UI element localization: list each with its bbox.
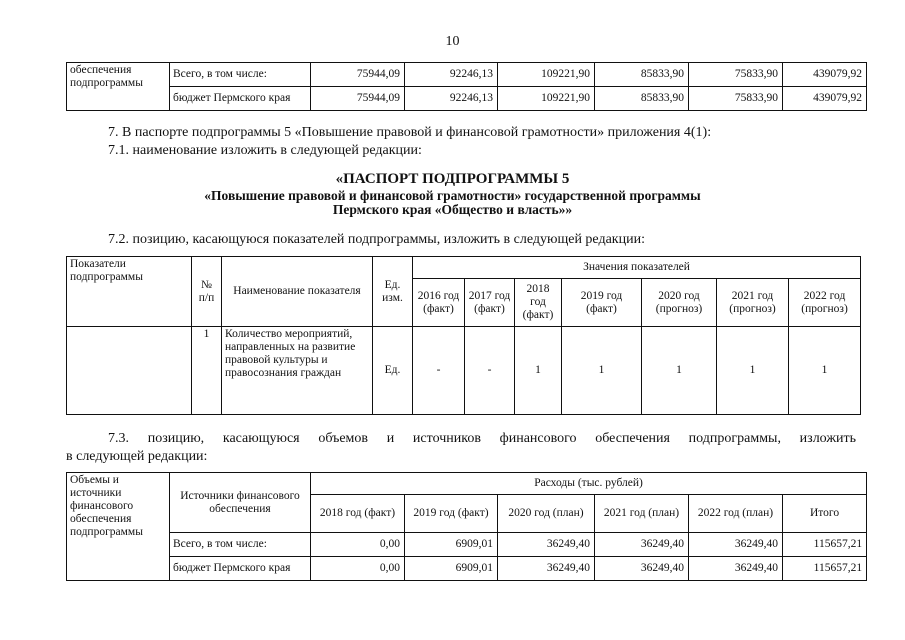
table-header-row: 2018 год (факт) 2019 год (факт) 2020 год (план) 2021 год (план) 2022 год (план) Итого: [67, 495, 867, 533]
indicator-name: Количество мероприятий, направленных на развитие правовой культуры и правосознания граждан: [222, 327, 373, 415]
table-header-row: [67, 257, 861, 279]
source-name: бюджет Пермского края: [170, 557, 311, 581]
source-name: Всего, в том числе:: [170, 533, 311, 557]
col-expenses-header: Расходы (тыс. рублей): [311, 473, 867, 495]
col-num: № п/п: [192, 257, 222, 327]
col-sources: Источники финансового обеспечения: [170, 473, 311, 533]
paragraph-7-3-cont: в следующей редакции:: [66, 449, 208, 464]
page-number: 10: [445, 34, 460, 49]
source-name: Всего, в том числе:: [170, 63, 311, 87]
source-name: бюджет Пермского края: [170, 87, 311, 111]
table-row: бюджет Пермского края 0,00 6909,01 36249,40 36249,40 36249,40 115657,21: [67, 557, 867, 581]
indicators-label: Показатели подпрограммы: [67, 257, 192, 327]
passport-subtitle-1: «Повышение правовой и финансовой грамотности» государственной программы: [204, 188, 701, 203]
table-header-row: 2016 год (факт) 2017 год (факт) 2018 год (факт) 2019 год (факт) 2020 год (прогноз) 2021 год (прогноз) 2022 год (прогноз): [67, 279, 861, 327]
funding-table-continuation: [66, 62, 867, 111]
col-indicator-name: Наименование показателя: [222, 257, 373, 327]
paragraph-7-2: 7.2. позицию, касающуюся показателей подпрограммы, изложить в следующей редакции:: [108, 232, 645, 247]
table-row: Всего, в том числе: 0,00 6909,01 36249,40 36249,40 36249,40 115657,21: [67, 533, 867, 557]
finance-label: Объемы и источники финансового обеспечения подпрограммы: [67, 473, 170, 581]
paragraph-7-3: 7.3. позицию, касающуюся объемов и источников финансового обеспечения подпрограммы, изложить: [108, 431, 856, 446]
table-header-row: [67, 473, 867, 495]
passport-title: «ПАСПОРТ ПОДПРОГРАММЫ 5: [335, 171, 570, 187]
paragraph-7-1: 7.1. наименование изложить в следующей редакции:: [108, 143, 422, 158]
finance-table: [66, 472, 867, 581]
table-row: бюджет Пермского края 75944,09 92246,13 109221,90 85833,90 75833,90 439079,92: [67, 87, 867, 111]
row-label: обеспечения подпрограммы: [67, 63, 170, 111]
table-row: 1 Количество мероприятий, направленных на развитие правовой культуры и правосознания граждан Ед. - - 1 1 1 1 1: [67, 327, 861, 415]
passport-subtitle-2: Пермского края «Общество и власть»»: [332, 202, 573, 217]
indicators-table: [66, 256, 861, 415]
table-row: обеспечения подпрограммы Всего, в том числе: 75944,09 92246,13 109221,90 85833,90 75833,90 439079,92: [67, 63, 867, 87]
col-values-header: Значения показателей: [413, 257, 861, 279]
col-unit: Ед. изм.: [373, 257, 413, 327]
paragraph-7: 7. В паспорте подпрограммы 5 «Повышение правовой и финансовой грамотности» приложения 4(1):: [108, 125, 712, 140]
